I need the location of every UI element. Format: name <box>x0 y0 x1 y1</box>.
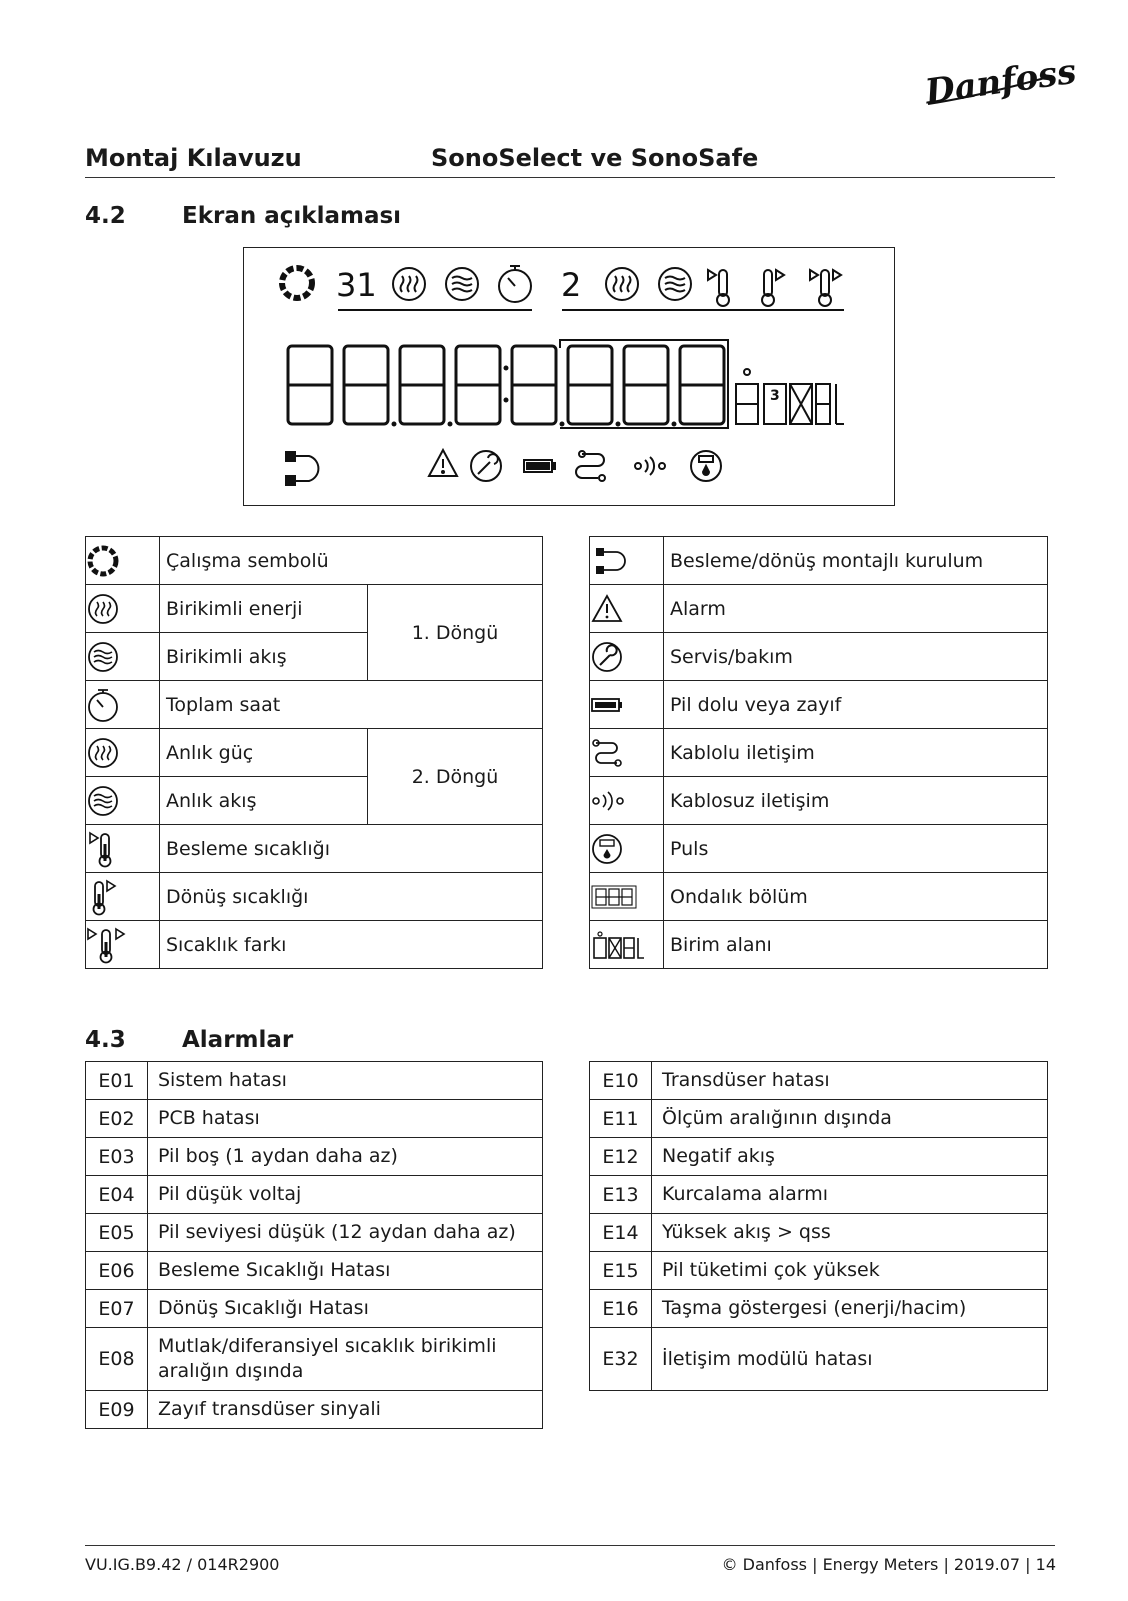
legend-label: Ondalık bölüm <box>664 873 1048 921</box>
alarm-desc: Besleme Sıcaklığı Hatası <box>148 1252 543 1290</box>
legend-row <box>86 681 543 729</box>
alarm-row <box>590 1138 1048 1176</box>
alarm-row <box>86 1391 543 1429</box>
section-number: 4.2 <box>85 203 126 229</box>
footer-copyright: © Danfoss | Energy Meters | 2019.07 | 14 <box>721 1555 1056 1574</box>
alarm-row <box>590 1062 1048 1100</box>
alarm-code: E16 <box>590 1290 652 1328</box>
legend-label: Sıcaklık farkı <box>160 921 543 969</box>
legend-label: Birikimli enerji <box>160 585 368 633</box>
legend-label: Besleme sıcaklığı <box>160 825 543 873</box>
alarm-desc: Pil tüketimi çok yüksek <box>652 1252 1048 1290</box>
alarm-desc: Dönüş Sıcaklığı Hatası <box>148 1290 543 1328</box>
legend-table-left <box>85 536 543 969</box>
legend-row <box>86 585 543 633</box>
mount-icon <box>590 537 664 585</box>
legend-label: Puls <box>664 825 1048 873</box>
legend-label: Besleme/dönüş montajlı kurulum <box>664 537 1048 585</box>
alarm-row <box>590 1100 1048 1138</box>
legend-row <box>86 729 543 777</box>
energy-icon <box>86 585 160 633</box>
alarm-code: E01 <box>86 1062 148 1100</box>
alarm-code: E07 <box>86 1290 148 1328</box>
alarm-table-right <box>589 1061 1048 1391</box>
legend-row <box>590 633 1048 681</box>
flow-icon <box>86 777 160 825</box>
alarm-desc: Yüksek akış > qss <box>652 1214 1048 1252</box>
alarm-desc: Sistem hatası <box>148 1062 543 1100</box>
legend-label: Dönüş sıcaklığı <box>160 873 543 921</box>
legend-label: Birim alanı <box>664 921 1048 969</box>
alarm-row <box>590 1252 1048 1290</box>
alarm-row <box>86 1138 543 1176</box>
alarm-row <box>86 1328 543 1391</box>
legend-label: Servis/bakım <box>664 633 1048 681</box>
unit-icon <box>590 921 664 969</box>
legend-row <box>590 921 1048 969</box>
alarm-code: E32 <box>590 1328 652 1391</box>
battery-icon <box>590 681 664 729</box>
legend-row <box>86 921 543 969</box>
legend-label: Birikimli akış <box>160 633 368 681</box>
legend-row <box>590 729 1048 777</box>
legend-row <box>590 585 1048 633</box>
alarm-desc: Zayıf transdüser sinyali <box>148 1391 543 1429</box>
alarm-row <box>590 1290 1048 1328</box>
alarm-desc: Kurcalama alarmı <box>652 1176 1048 1214</box>
cycle-2-label: 2. Döngü <box>368 729 543 825</box>
footer-doc-id: VU.IG.B9.42 / 014R2900 <box>85 1555 280 1574</box>
alarm-row <box>590 1214 1048 1252</box>
legend-label: Toplam saat <box>160 681 543 729</box>
alarm-row <box>86 1252 543 1290</box>
alarm-code: E06 <box>86 1252 148 1290</box>
svg-text:Danfoss: Danfoss <box>922 51 1079 113</box>
section-title: Alarmlar <box>182 1027 294 1053</box>
legend-table-right <box>589 536 1048 969</box>
temp-diff-icon <box>86 921 160 969</box>
display-unit-digit: 3 <box>770 388 780 404</box>
alarm-desc: Taşma göstergesi (enerji/hacim) <box>652 1290 1048 1328</box>
alarm-code: E15 <box>590 1252 652 1290</box>
alarm-desc: Pil boş (1 aydan daha az) <box>148 1138 543 1176</box>
legend-row <box>590 873 1048 921</box>
legend-row <box>590 777 1048 825</box>
alarm-code: E12 <box>590 1138 652 1176</box>
alarm-row <box>86 1176 543 1214</box>
alarm-code: E14 <box>590 1214 652 1252</box>
legend-label: Kablosuz iletişim <box>664 777 1048 825</box>
decimal-icon <box>590 873 664 921</box>
alarm-code: E08 <box>86 1328 148 1391</box>
doc-header-left: Montaj Kılavuzu <box>85 144 302 172</box>
display-digit-2: 2 <box>561 266 582 304</box>
alarm-desc: Pil seviyesi düşük (12 aydan daha az) <box>148 1214 543 1252</box>
legend-row <box>86 537 543 585</box>
legend-label: Pil dolu veya zayıf <box>664 681 1048 729</box>
alarm-desc: Pil düşük voltaj <box>148 1176 543 1214</box>
cycle-1-label: 1. Döngü <box>368 585 543 681</box>
display-digit-31: 31 <box>336 266 377 304</box>
alarm-icon <box>590 585 664 633</box>
legend-label: Çalışma sembolü <box>160 537 543 585</box>
alarm-code: E09 <box>86 1391 148 1429</box>
danfoss-logo <box>920 51 1079 116</box>
legend-row <box>590 681 1048 729</box>
alarm-desc: İletişim modülü hatası <box>652 1328 1048 1391</box>
legend-row <box>590 537 1048 585</box>
supply-temp-icon <box>86 825 160 873</box>
legend-label: Anlık akış <box>160 777 368 825</box>
doc-header-title: SonoSelect ve SonoSafe <box>431 144 759 172</box>
alarm-row <box>590 1328 1048 1391</box>
alarm-code: E10 <box>590 1062 652 1100</box>
alarm-code: E02 <box>86 1100 148 1138</box>
wireless-icon <box>590 777 664 825</box>
stopwatch-icon <box>86 681 160 729</box>
alarm-desc: Negatif akış <box>652 1138 1048 1176</box>
alarm-row <box>86 1062 543 1100</box>
legend-label: Alarm <box>664 585 1048 633</box>
alarm-code: E11 <box>590 1100 652 1138</box>
alarm-code: E04 <box>86 1176 148 1214</box>
alarm-table-left <box>85 1061 543 1429</box>
legend-row <box>86 873 543 921</box>
alarm-code: E03 <box>86 1138 148 1176</box>
pulse-icon <box>590 825 664 873</box>
alarm-row <box>86 1214 543 1252</box>
section-title: Ekran açıklaması <box>182 203 402 229</box>
spinner-icon <box>86 537 160 585</box>
alarm-desc: PCB hatası <box>148 1100 543 1138</box>
alarm-row <box>590 1176 1048 1214</box>
legend-row <box>86 825 543 873</box>
header-divider <box>85 177 1055 178</box>
flow-icon <box>86 633 160 681</box>
alarm-row <box>86 1290 543 1328</box>
section-number: 4.3 <box>85 1027 126 1053</box>
alarm-desc: Ölçüm aralığının dışında <box>652 1100 1048 1138</box>
energy-icon <box>86 729 160 777</box>
alarm-row <box>86 1100 543 1138</box>
return-temp-icon <box>86 873 160 921</box>
legend-label: Kablolu iletişim <box>664 729 1048 777</box>
legend-label: Anlık güç <box>160 729 368 777</box>
lcd-display-illustration <box>243 247 895 506</box>
alarm-code: E13 <box>590 1176 652 1214</box>
alarm-desc: Transdüser hatası <box>652 1062 1048 1100</box>
wired-icon <box>590 729 664 777</box>
footer-divider <box>85 1545 1055 1546</box>
alarm-desc: Mutlak/diferansiyel sıcaklık birikimli aralığın dışında <box>148 1328 543 1391</box>
wrench-icon <box>590 633 664 681</box>
legend-row <box>590 825 1048 873</box>
alarm-code: E05 <box>86 1214 148 1252</box>
